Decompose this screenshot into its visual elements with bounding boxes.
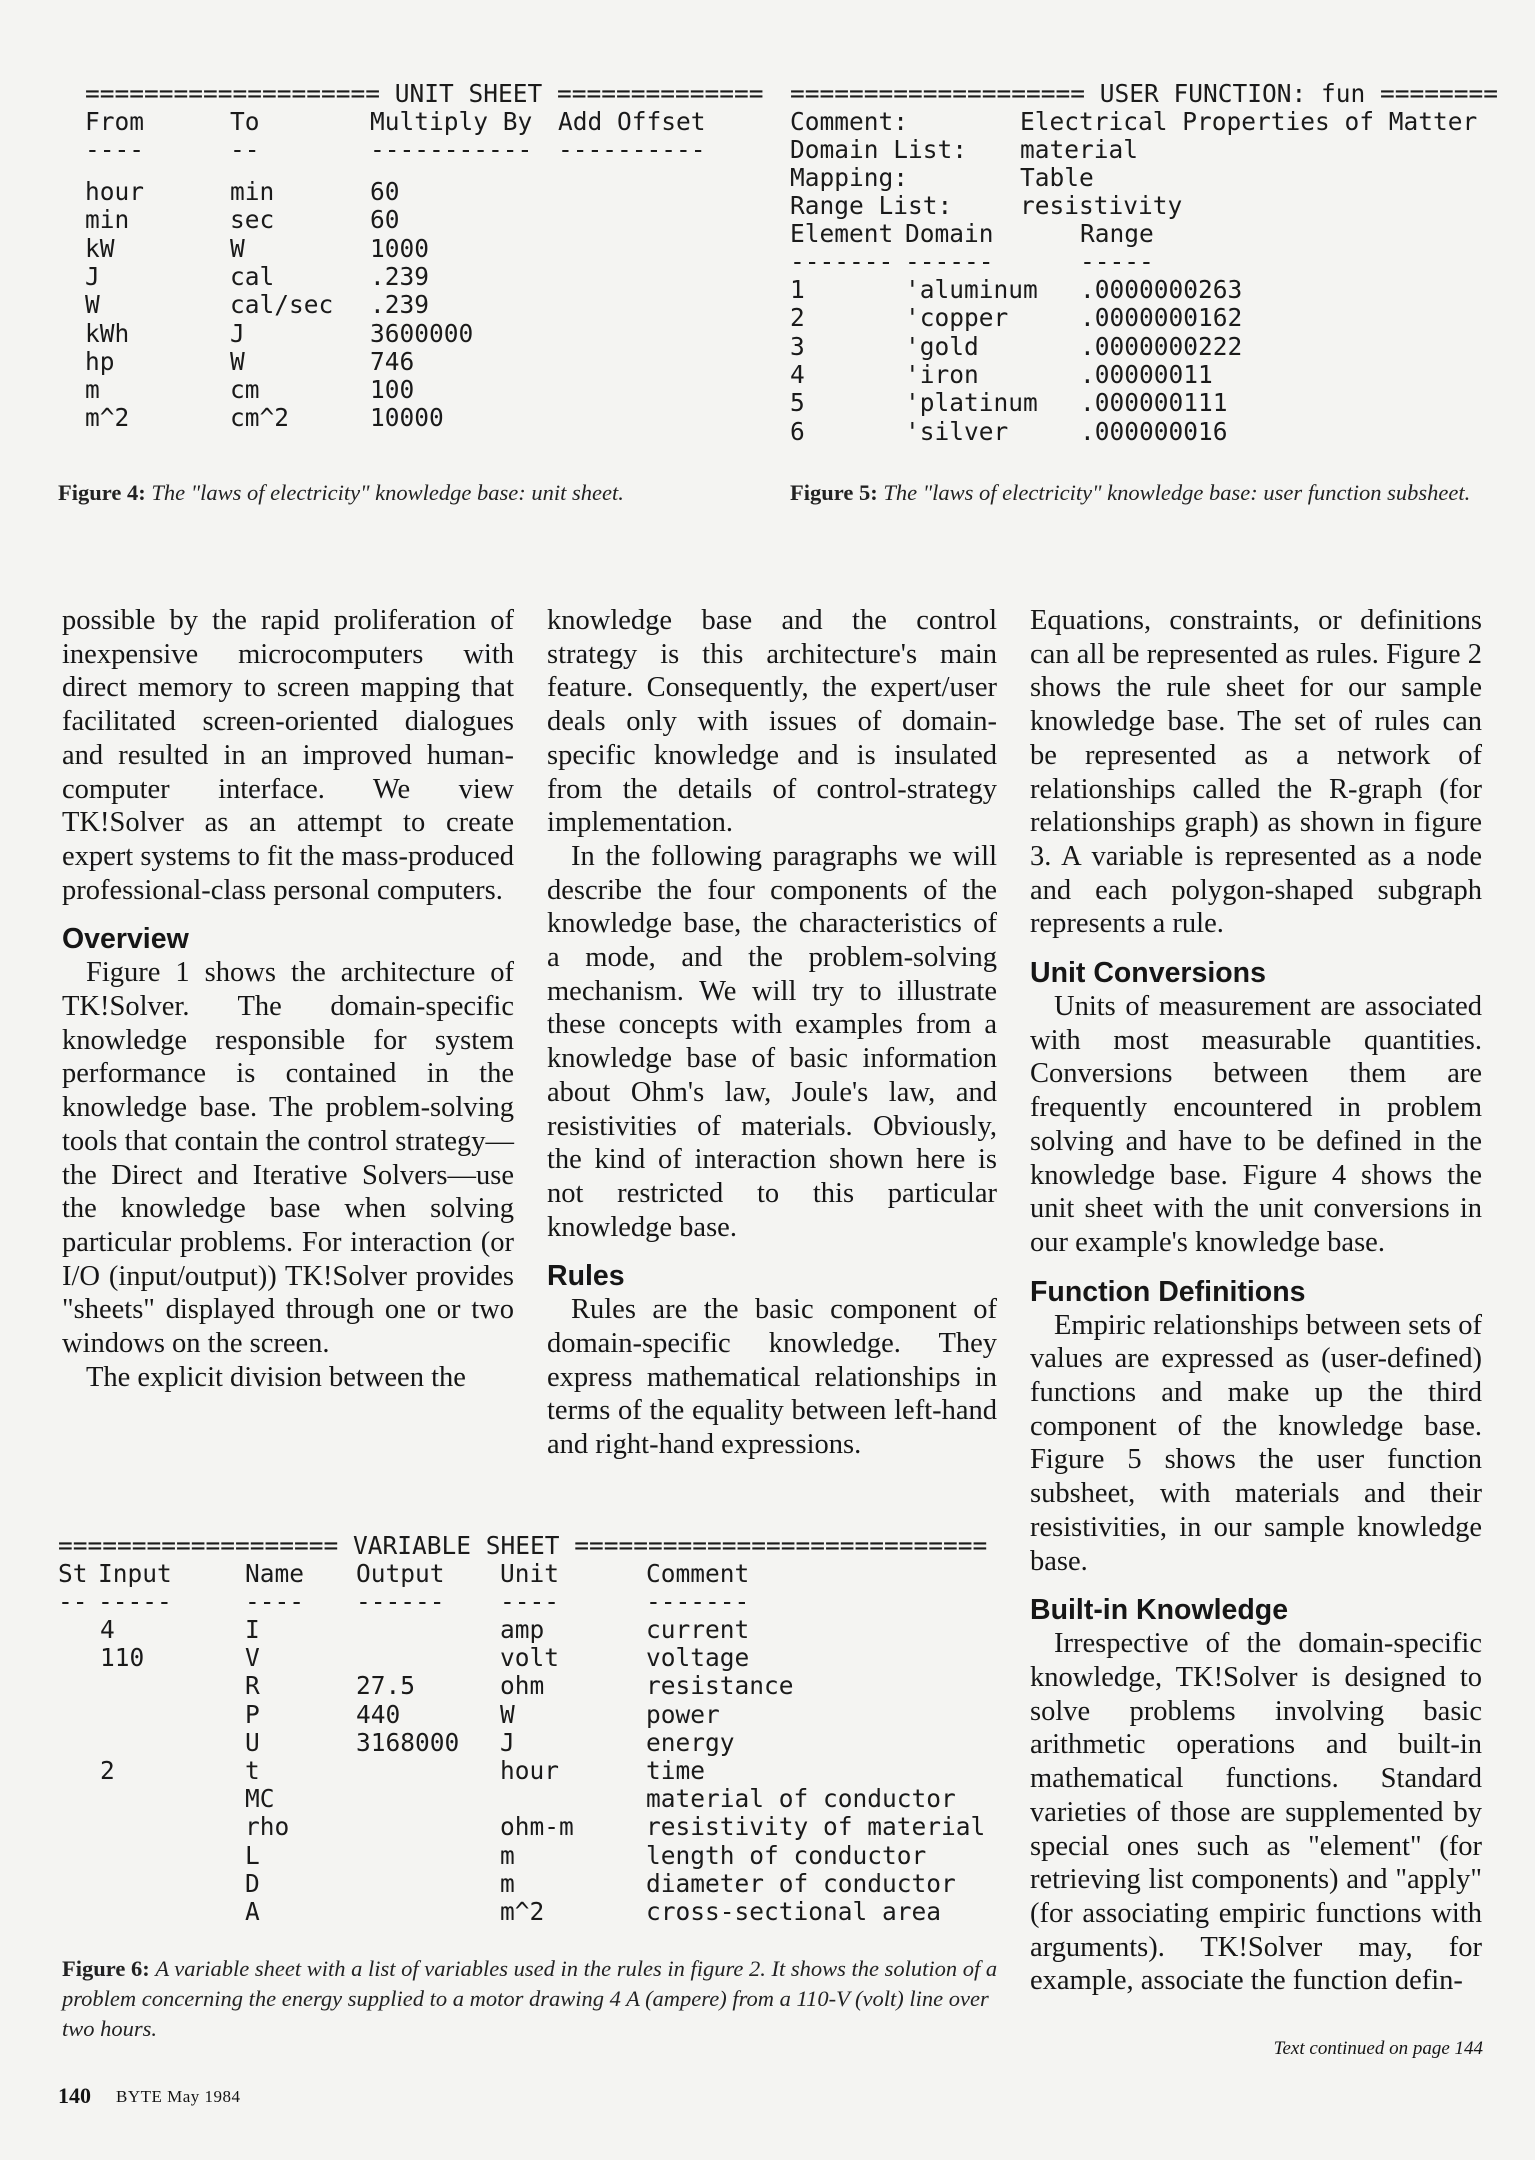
text-column-1 <box>62 604 514 1394</box>
var-cell: D <box>245 1868 260 1898</box>
var-column-header: Comment <box>646 1559 750 1588</box>
uf-field-value: Table <box>1020 163 1094 192</box>
unit-cell: W <box>230 233 245 263</box>
unit-cell: J <box>230 318 245 348</box>
uf-dash-element: ------- <box>790 247 894 276</box>
unit-cell: kWh <box>85 318 130 348</box>
figure-6-caption <box>62 1954 1002 2044</box>
col2-paragraph-3: Rules are the basic component of domain-specific knowledge. They express mathematical relationships in terms of the equality between left-hand and right-hand expressions. <box>547 1294 997 1461</box>
var-cell: hour <box>500 1756 560 1785</box>
unit-dash-to: -- <box>230 135 260 164</box>
uf-cell: 2 <box>790 303 805 333</box>
var-cell: m <box>500 1868 515 1898</box>
var-cell: U <box>245 1727 260 1757</box>
text-column-3 <box>1030 604 1482 1998</box>
var-cell: resistivity of material <box>646 1812 986 1842</box>
magazine-issue: BYTE May 1984 <box>116 2087 241 2106</box>
var-cell: diameter of conductor <box>646 1868 956 1898</box>
user-function-header: ==================== USER FUNCTION: fun ======== <box>790 79 1499 108</box>
var-cell: current <box>646 1615 750 1644</box>
var-column-header: Output <box>356 1559 445 1588</box>
unit-cell: min <box>85 205 130 235</box>
uf-col-range: Range <box>1080 219 1154 248</box>
uf-field-value: Electrical Properties of Matter <box>1020 107 1478 136</box>
uf-cell: 4 <box>790 359 805 389</box>
var-cell: cross-sectional area <box>646 1897 942 1926</box>
unit-cell: min <box>230 177 275 206</box>
unit-cell: 60 <box>370 205 400 235</box>
uf-cell: 'iron <box>905 359 979 389</box>
var-cell: P <box>245 1699 260 1729</box>
unit-cell: hour <box>85 177 145 206</box>
unit-cell: .239 <box>370 261 430 291</box>
uf-col-domain: Domain <box>905 219 994 248</box>
figure-5-caption <box>790 478 1480 508</box>
unit-cell: 60 <box>370 177 400 206</box>
uf-cell: 5 <box>790 388 805 418</box>
unit-col-to: To <box>230 107 260 136</box>
uf-cell: 'silver <box>905 416 1009 446</box>
figure-5-caption-text: The "laws of electricity" knowledge base: user function subsheet. <box>883 480 1471 505</box>
heading-function-definitions: Function Definitions <box>1030 1275 1306 1308</box>
var-cell: m <box>500 1840 515 1870</box>
var-cell: ohm <box>500 1671 545 1701</box>
uf-cell: .0000000263 <box>1080 275 1243 304</box>
unit-dash-multiply: ----------- <box>370 135 533 164</box>
unit-cell: cm^2 <box>230 403 290 433</box>
var-cell: length of conductor <box>646 1840 927 1870</box>
var-column-header: St <box>58 1559 88 1588</box>
heading-rules: Rules <box>547 1260 625 1293</box>
figure-4-caption <box>58 478 738 508</box>
uf-cell: .0000000162 <box>1080 303 1243 333</box>
figure-4-unit-sheet <box>85 79 764 440</box>
heading-built-in-knowledge: Built-in Knowledge <box>1030 1594 1289 1627</box>
var-cell: 27.5 <box>356 1671 416 1701</box>
var-column-header: Unit <box>500 1559 560 1588</box>
var-cell: W <box>500 1699 515 1729</box>
var-column-dash: ---- <box>500 1587 560 1616</box>
var-column-header: Input <box>98 1559 172 1588</box>
var-cell: 3168000 <box>356 1727 460 1757</box>
figure-6-caption-label: Figure 6: <box>62 1956 150 1981</box>
unit-cell: W <box>230 346 245 376</box>
var-cell: L <box>245 1840 260 1870</box>
var-column-dash: ------ <box>356 1587 445 1616</box>
var-cell: energy <box>646 1727 735 1757</box>
unit-sheet-header: ==================== UNIT SHEET ============== <box>85 79 764 108</box>
figure-5-caption-label: Figure 5: <box>790 480 878 505</box>
var-cell: A <box>245 1897 260 1926</box>
text-column-2 <box>547 604 997 1462</box>
uf-cell: 6 <box>790 416 805 446</box>
var-cell: 440 <box>356 1699 401 1729</box>
var-column-dash: -- <box>58 1587 88 1616</box>
uf-cell: 'gold <box>905 331 979 361</box>
figure-6-caption-text: A variable sheet with a list of variables used in the rules in figure 2. It shows the solution of a problem concerning the energy supplied to a motor drawing 4 A (ampere) from a 110-V (volt) line over two hours. <box>62 1956 998 2041</box>
unit-cell: cal/sec <box>230 290 334 320</box>
unit-cell: sec <box>230 205 275 235</box>
unit-cell: 10000 <box>370 403 444 433</box>
var-cell: MC <box>245 1784 275 1814</box>
unit-cell: J <box>85 261 100 291</box>
uf-col-element: Element <box>790 219 894 248</box>
uf-cell: 'platinum <box>905 388 1038 418</box>
col1-paragraph-1: possible by the rapid proliferation of inexpensive microcomputers with direct memory to screen mapping that facilitated screen-oriented dialogues and resulted in an improved human-computer interface. We view TK!Solver as an attempt to create expert systems to fit the mass-produced professional-class personal computers. <box>62 605 514 906</box>
var-cell: V <box>245 1643 260 1673</box>
var-cell: 110 <box>100 1643 145 1673</box>
heading-unit-conversions: Unit Conversions <box>1030 957 1266 990</box>
uf-cell: .000000111 <box>1080 388 1228 418</box>
var-cell: resistance <box>646 1671 794 1701</box>
var-cell: m^2 <box>500 1897 545 1926</box>
var-column-header: Name <box>245 1559 305 1588</box>
uf-dash-domain: ------ <box>905 247 994 276</box>
variable-sheet-header: =================== VARIABLE SHEET ============================ <box>58 1531 988 1560</box>
col3-paragraph-3: Empiric relationships between sets of values are expressed as (user-defined) functions and make up the third component of the knowledge base. Figure 5 shows the user function subsheet, with materials and their resistivities, in our sample knowledge base. <box>1030 1309 1482 1577</box>
col3-paragraph-4: Irrespective of the domain-specific knowledge, TK!Solver is designed to solve problems involving basic arithmetic operations and built-in mathematical functions. Standard varieties of those are supplemented by special ones such as "element" (for retrieving list components) and "apply" (for associating empiric functions with arguments). TK!Solver may, for example, associate the function defin- <box>1030 1628 1482 1997</box>
col3-paragraph-1: Equations, constraints, or definitions can all be represented as rules. Figure 2 shows the rule sheet for our sample knowledge base. The set of rules can be represented as a network of relationships called the R-graph (for relationships graph) as shown in figure 3. A variable is represented as a node and each polygon-shaped subgraph represents a rule. <box>1030 605 1482 940</box>
var-cell: power <box>646 1699 720 1729</box>
var-cell: I <box>245 1615 260 1644</box>
uf-cell: .000000016 <box>1080 416 1228 446</box>
uf-field-value: resistivity <box>1020 191 1183 220</box>
col1-paragraph-2: Figure 1 shows the architecture of TK!Solver. The domain-specific knowledge responsible for system performance is contained in the knowledge base. The problem-solving tools that contain the control strategy—the Direct and Iterative Solvers—use the knowledge base when solving particular problems. For interaction (or I/O (input/output)) TK!Solver provides "sheets" displayed through one or two windows on the screen. <box>62 957 514 1360</box>
figure-6-variable-sheet <box>58 1532 1008 1932</box>
uf-field-label: Comment: <box>790 107 909 136</box>
var-cell: time <box>646 1756 706 1785</box>
uf-cell: 'aluminum <box>905 275 1038 304</box>
col2-paragraph-2: In the following paragraphs we will describe the four components of the knowledge base, the characteristics of a mode, and the problem-solving mechanism. We will try to illustrate these concepts with examples from a knowledge base of basic information about Ohm's law, Joule's law, and resistivities of materials. Obviously, the kind of interaction shown here is not restricted to this particular knowledge base. <box>547 840 997 1243</box>
var-column-dash: ---- <box>245 1587 305 1616</box>
unit-cell: .239 <box>370 290 430 320</box>
col3-paragraph-2: Units of measurement are associated with most measurable quantities. Conversions between them are frequently encountered in problem solving and have to be defined in the knowledge base. Figure 4 shows the unit sheet with the unit conversions in our example's knowledge base. <box>1030 991 1482 1258</box>
col1-paragraph-3: The explicit division between the <box>86 1361 466 1393</box>
unit-cell: cal <box>230 261 275 291</box>
unit-cell: 1000 <box>370 233 430 263</box>
uf-field-value: material <box>1020 135 1139 164</box>
unit-col-from: From <box>85 107 145 136</box>
uf-field-label: Range List: <box>790 191 953 220</box>
uf-cell: 'copper <box>905 303 1009 333</box>
var-column-dash: ------- <box>646 1587 750 1616</box>
unit-cell: m <box>85 375 100 405</box>
heading-overview: Overview <box>62 923 189 956</box>
uf-field-label: Domain List: <box>790 135 968 164</box>
var-cell: ohm-m <box>500 1812 574 1842</box>
figure-4-caption-label: Figure 4: <box>58 480 146 505</box>
figure-5-user-function <box>790 79 1499 460</box>
uf-dash-range: ----- <box>1080 247 1154 276</box>
var-cell: t <box>245 1756 260 1785</box>
var-cell: material of conductor <box>646 1784 956 1814</box>
var-cell: R <box>245 1671 260 1701</box>
col2-paragraph-1: knowledge base and the control strategy is this architecture's main feature. Consequently, the expert/user deals only with issues of domain-specific knowledge and is insulated from the details of control-strategy implementation. <box>547 605 997 839</box>
uf-cell: .00000011 <box>1080 359 1213 389</box>
var-cell: 2 <box>100 1756 115 1785</box>
unit-col-multiply: Multiply By <box>370 107 533 136</box>
unit-cell: 746 <box>370 346 415 376</box>
unit-dash-offset: ---------- <box>558 135 706 164</box>
uf-cell: 3 <box>790 331 805 361</box>
var-cell: voltage <box>646 1643 750 1673</box>
uf-cell: .0000000222 <box>1080 331 1243 361</box>
figure-4-caption-text: The "laws of electricity" knowledge base: unit sheet. <box>151 480 624 505</box>
var-cell: 4 <box>100 1615 115 1644</box>
var-cell: volt <box>500 1643 560 1673</box>
var-cell: rho <box>245 1812 290 1842</box>
unit-cell: m^2 <box>85 403 130 433</box>
var-column-dash: ----- <box>98 1587 172 1616</box>
unit-col-offset: Add Offset <box>558 107 706 136</box>
continued-note: Text continued on page 144 <box>1273 2038 1483 2059</box>
unit-cell: 100 <box>370 375 415 405</box>
uf-field-label: Mapping: <box>790 163 909 192</box>
var-cell: J <box>500 1727 515 1757</box>
unit-dash-from: ---- <box>85 135 145 164</box>
unit-cell: W <box>85 290 100 320</box>
unit-cell: 3600000 <box>370 318 474 348</box>
uf-cell: 1 <box>790 275 805 304</box>
page-number: 140 <box>58 2083 91 2108</box>
unit-cell: cm <box>230 375 260 405</box>
var-cell: amp <box>500 1615 545 1644</box>
unit-cell: kW <box>85 233 115 263</box>
unit-cell: hp <box>85 346 115 376</box>
